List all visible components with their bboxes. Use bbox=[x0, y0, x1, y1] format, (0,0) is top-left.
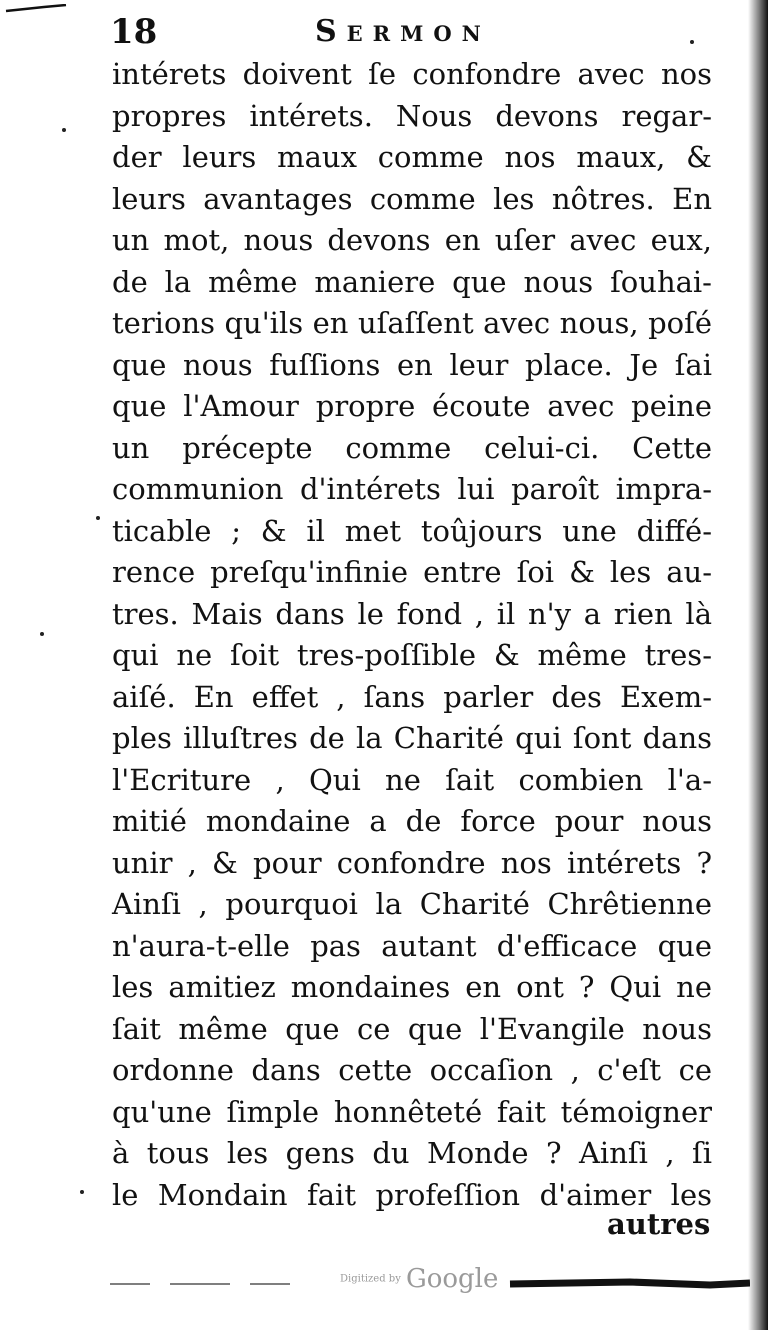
ink-speck bbox=[62, 128, 66, 132]
text-line: le Mondain fait profeſſion d'aimer les bbox=[112, 1177, 712, 1212]
text-line: Ainſi , pourquoi la Charité Chrêtienne bbox=[112, 887, 712, 921]
text-line: der leurs maux comme nos maux, & bbox=[112, 140, 712, 174]
text-line: un mot, nous devons en uſer avec eux, bbox=[112, 223, 712, 257]
text-line: tres. Mais dans le fond , il n'y a rien là bbox=[112, 596, 712, 631]
ink-speck bbox=[96, 516, 100, 520]
page-header bbox=[110, 8, 710, 56]
text-line: ordonne dans cette occaſion , c'eſt ce bbox=[112, 1053, 712, 1087]
ink-speck bbox=[80, 1190, 84, 1194]
watermark-prefix: Digitized by bbox=[340, 1273, 401, 1285]
catchword: autres bbox=[607, 1207, 711, 1241]
ink-speck bbox=[690, 40, 694, 44]
text-line: qui ne ſoit tres-poſſible & même tres- bbox=[112, 638, 712, 672]
text-line: rence preſqu'infinie entre ſoi & les au- bbox=[112, 555, 712, 589]
text-line: que l'Amour propre écoute avec peine bbox=[112, 389, 712, 423]
text-line: ples illuſtres de la Charité qui ſont dans bbox=[112, 721, 712, 755]
text-line: les amitiez mondaines en ont ? Qui ne bbox=[112, 970, 712, 1004]
page-number: 18 bbox=[110, 12, 158, 52]
corner-ink-mark bbox=[4, 4, 68, 14]
text-line: l'Ecriture , Qui ne ſait combien l'a- bbox=[112, 762, 712, 797]
text-line: propres intérets. Nous devons regar- bbox=[112, 98, 712, 133]
text-line: communion d'intérets lui paroît impra- bbox=[112, 472, 712, 506]
text-line: terions qu'ils en uſaſſent avec nous, poſé bbox=[112, 306, 712, 340]
text-line: à tous les gens du Monde ? Ainſi , ſi bbox=[112, 1136, 712, 1170]
text-line: ticable ; & il met toûjours une diffé- bbox=[112, 513, 712, 548]
text-line: mitié mondaine a de force pour nous bbox=[112, 804, 712, 838]
text-line: un précepte comme celui-ci. Cette bbox=[112, 430, 712, 465]
ink-speck bbox=[40, 632, 44, 636]
text-line: unir , & pour confondre nos intérets ? bbox=[112, 845, 712, 880]
text-line: intérets doivent ſe confondre avec nos bbox=[112, 57, 712, 91]
text-line: ſait même que ce que l'Evangile nous bbox=[112, 1011, 712, 1046]
text-line: qu'une ſimple honnêteté fait témoigner bbox=[112, 1094, 712, 1129]
text-line: que nous fuſſions en leur place. Je ſai bbox=[112, 347, 712, 382]
text-line: de la même maniere que nous ſouhai- bbox=[112, 264, 712, 299]
text-line: n'aura-t-elle pas autant d'efficace que bbox=[112, 928, 712, 963]
running-head: Sermon bbox=[315, 14, 491, 49]
body-text bbox=[112, 54, 712, 1216]
watermark-brand: Google bbox=[405, 1264, 499, 1294]
footer-smudge bbox=[110, 1278, 750, 1292]
page-edge-shadow bbox=[748, 0, 768, 1330]
text-line: leurs avantages comme les nôtres. En bbox=[112, 181, 712, 216]
text-line: aiſé. En effet , ſans parler des Exem- bbox=[112, 679, 712, 714]
